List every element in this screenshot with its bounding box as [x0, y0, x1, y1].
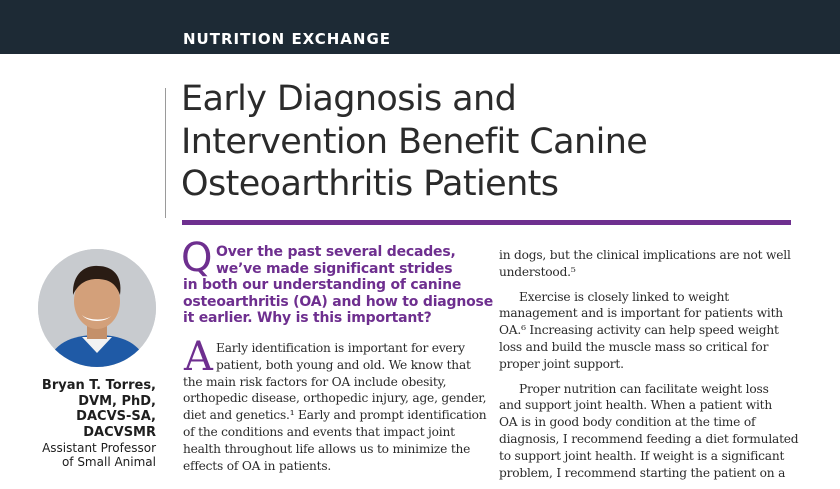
answer-line: effects of OA in patients. [183, 458, 332, 473]
question-initial: Q [181, 235, 213, 281]
body-line: OA is in good body condition at the time of [499, 415, 756, 430]
question-line: in both our understanding of canine [183, 277, 462, 294]
article-title [181, 78, 647, 206]
body-line: loss and build the muscle mass so critical for [499, 339, 769, 354]
body-paragraph [499, 289, 798, 373]
answer-line: orthopedic disease, orthopedic injury, age, gender, [183, 391, 487, 406]
question-line: Over the past several decades, [216, 244, 456, 260]
title-line: Osteoarthritis Patients [181, 164, 559, 204]
answer-line: the main risk factors for OA include obesity, [183, 374, 447, 389]
author-byline [42, 378, 156, 469]
answer-line: Early identification is important for every [216, 341, 465, 355]
answer-line: diet and genetics.¹ Early and prompt identification [183, 408, 487, 423]
title-line: Intervention Benefit Canine [181, 121, 648, 162]
question-line: we’ve made significant strides [216, 260, 453, 277]
answer-line: patient, both young and old. We know that [216, 357, 471, 372]
answer-line: of the conditions and events that impact joint [183, 424, 455, 439]
answer-initial: A [184, 334, 213, 380]
title-underline [182, 220, 791, 225]
title-divider [165, 88, 166, 218]
question-text [183, 244, 493, 327]
author-photo [38, 249, 156, 367]
body-line: OA.⁶ Increasing activity can help speed weight [499, 323, 779, 338]
answer-text [183, 340, 486, 474]
body-paragraph [499, 381, 798, 482]
question-line: osteoarthritis (OA) and how to diagnose [183, 293, 493, 310]
author-name [42, 378, 156, 440]
body-line: and support joint health. When a patient with [499, 398, 773, 413]
author-name-line: DACVS-SA, [76, 409, 156, 424]
body-line: Exercise is closely linked to weight [519, 289, 730, 304]
body-line: management and is important for patients with [499, 306, 783, 321]
body-line: to support joint health. If weight is a significant [499, 448, 785, 463]
title-line: Early Diagnosis and [181, 79, 517, 119]
body-line: diagnosis, I recommend feeding a diet formulated [499, 431, 799, 446]
author-name-line: Bryan T. Torres, [41, 378, 156, 393]
answer-line: health throughout life allows us to minimize the [183, 441, 471, 456]
author-role [42, 441, 156, 469]
section-banner [0, 0, 840, 54]
author-role-line: of Small Animal [61, 455, 156, 469]
body-line: in dogs, but the clinical implications are not well [499, 248, 791, 262]
author-name-line: DVM, PhD, [78, 393, 156, 409]
body-column-right [499, 247, 798, 489]
author-name-line: DACVSMR [83, 424, 156, 440]
section-label: NUTRITION EXCHANGE [183, 30, 391, 48]
body-paragraph [499, 247, 798, 281]
body-line: Proper nutrition can facilitate weight loss [519, 381, 769, 396]
author-role-line: Assistant Professor [42, 441, 156, 455]
body-line: problem, I recommend starting the patient on a [499, 465, 786, 480]
question-line: it earlier. Why is this important? [183, 310, 432, 327]
body-line: understood.⁵ [499, 264, 576, 279]
body-line: proper joint support. [499, 356, 624, 371]
